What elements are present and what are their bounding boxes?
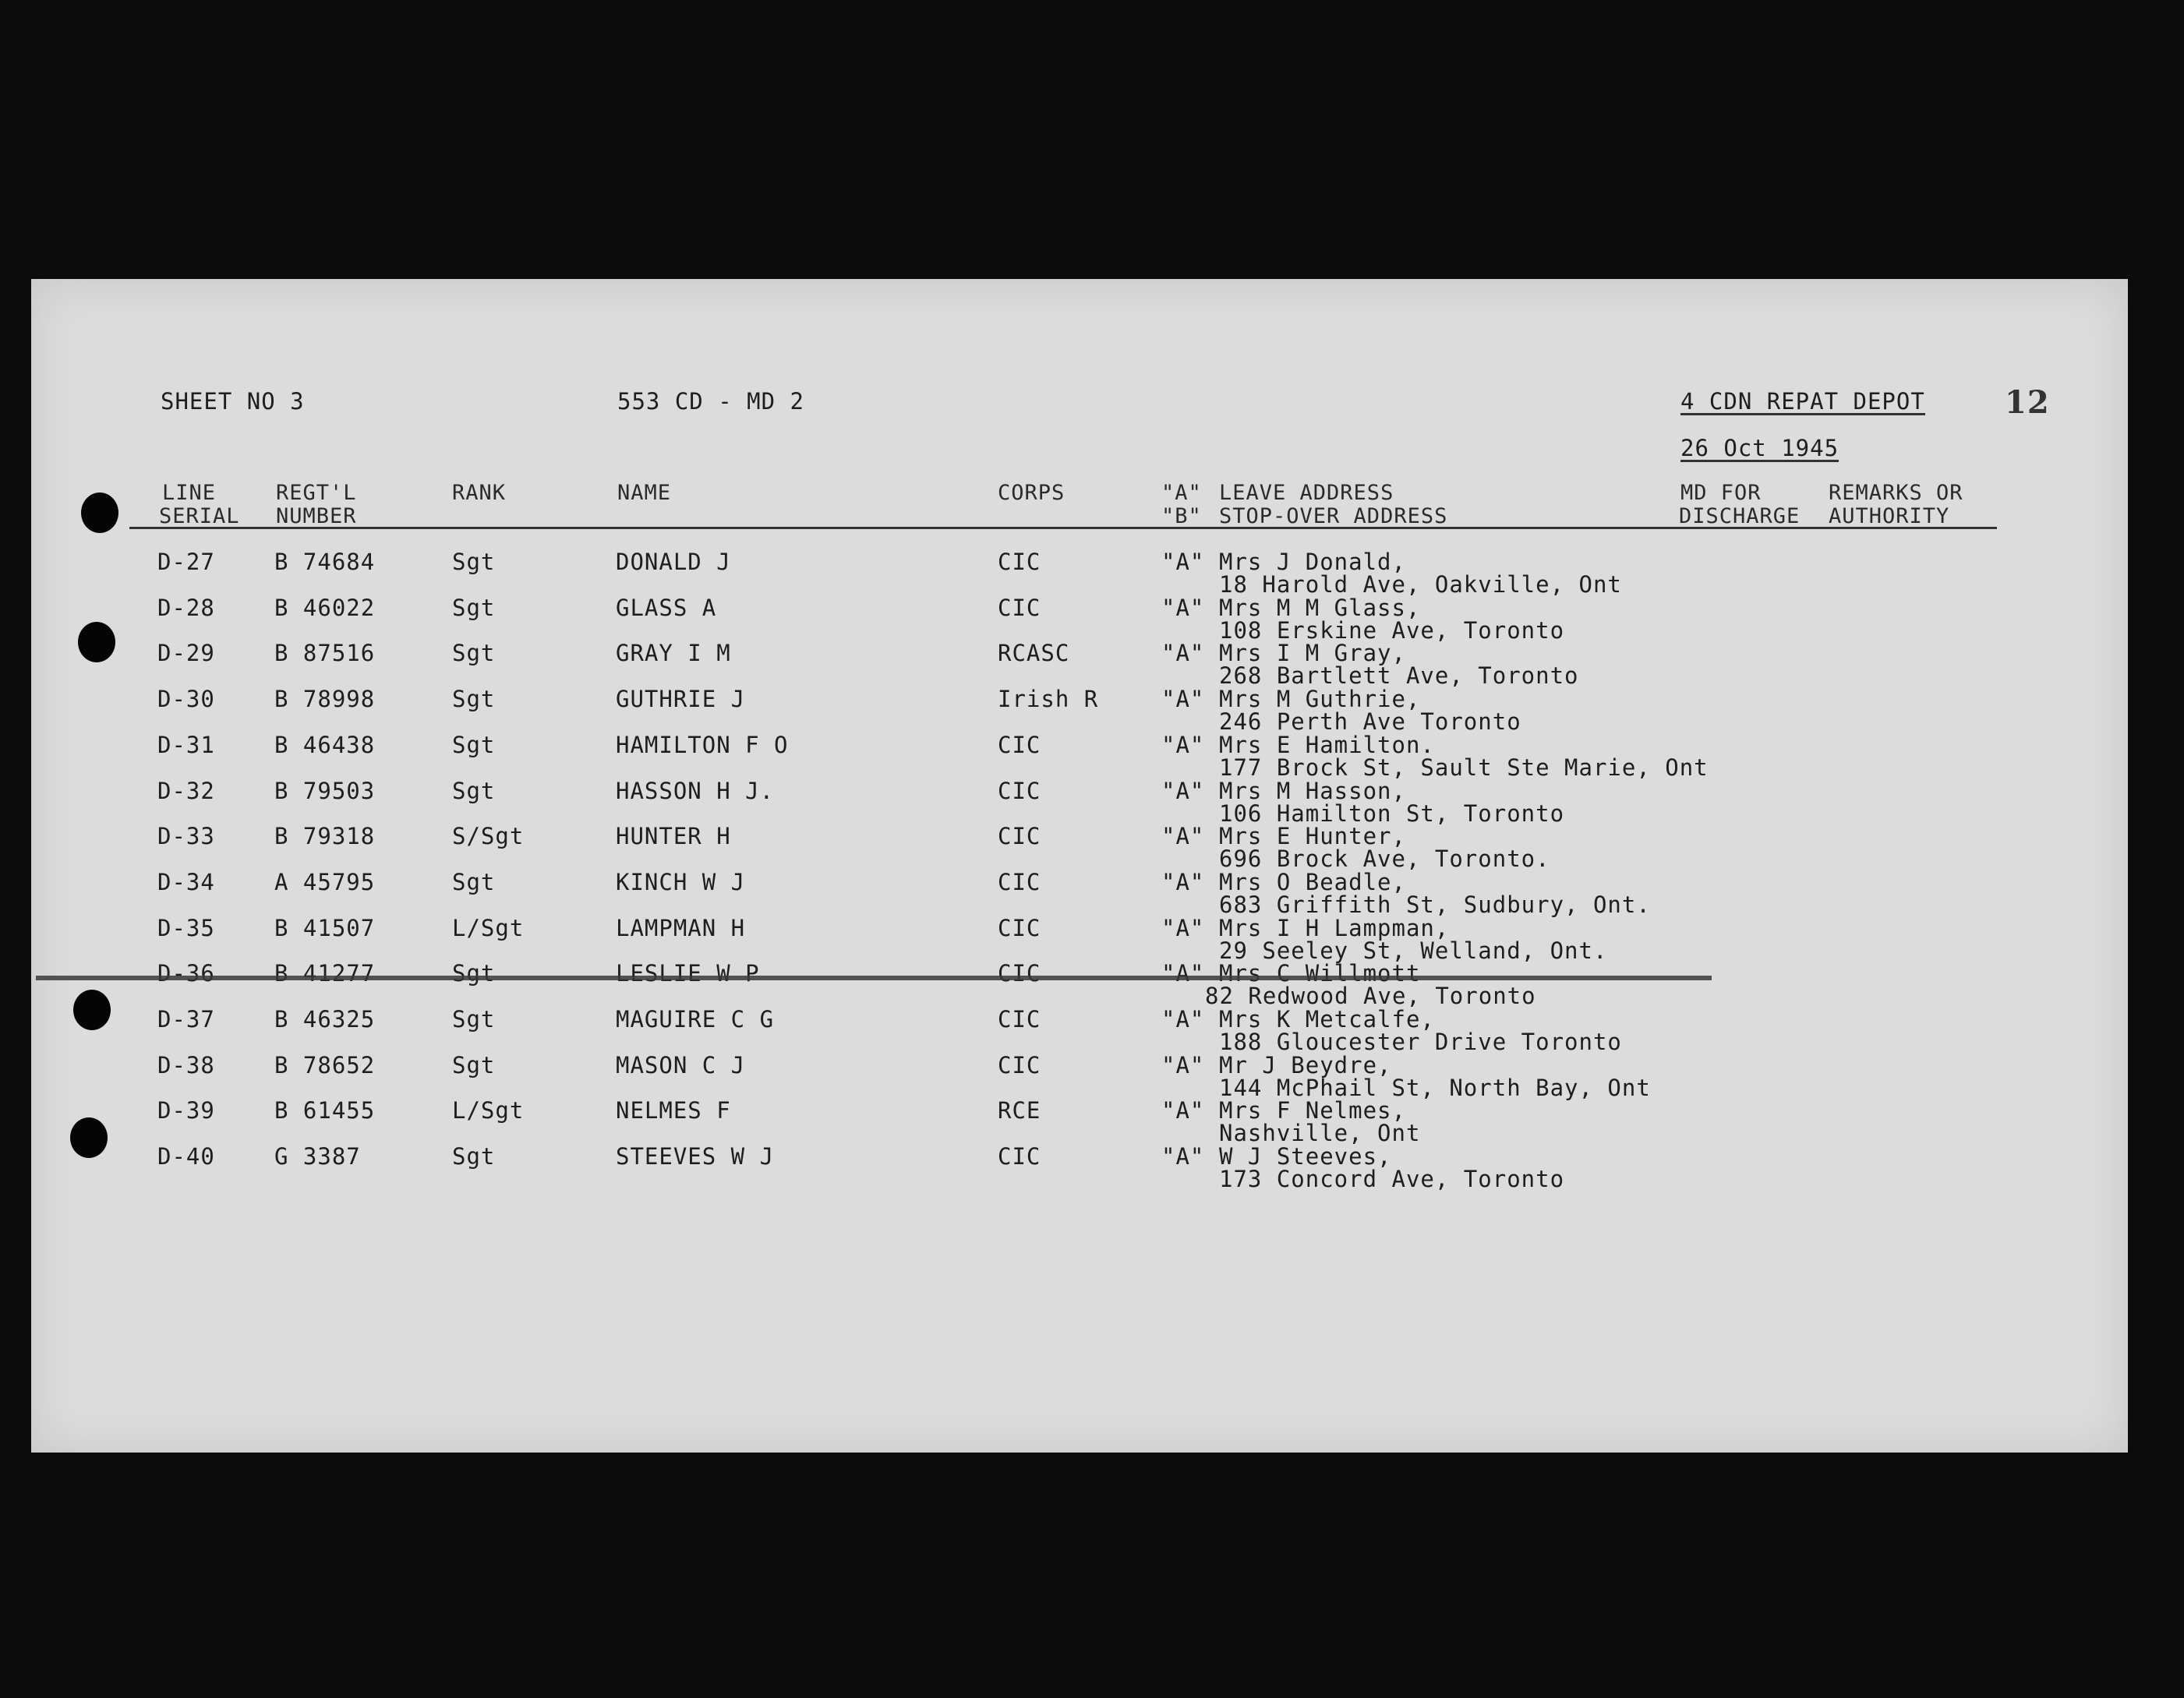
cell-number: B 74684 [274, 549, 376, 575]
cell-serial: D-34 [157, 869, 215, 895]
document-date: 26 Oct 1945 [1680, 435, 1839, 461]
cell-rank: Sgt [452, 640, 496, 666]
cell-name: GRAY I M [616, 640, 731, 666]
cell-number: B 79318 [274, 823, 376, 849]
col-discharge: DISCHARGE [1679, 504, 1801, 528]
cell-addr1: Mrs E Hamilton. [1219, 732, 1435, 758]
cell-addr2: 188 Gloucester Drive Toronto [1219, 1029, 1622, 1055]
cell-addr1: W J Steeves, [1219, 1143, 1392, 1170]
cell-addr2: 108 Erskine Ave, Toronto [1219, 617, 1565, 644]
cell-number: B 41507 [274, 915, 376, 941]
cell-serial: D-36 [157, 960, 215, 987]
cell-corps: CIC [998, 823, 1041, 849]
cell-rank: L/Sgt [452, 915, 525, 941]
cell-code: "A" [1161, 732, 1205, 758]
cell-rank: Sgt [452, 1143, 496, 1170]
cell-name: DONALD J [616, 549, 731, 575]
cell-corps: CIC [998, 869, 1041, 895]
cell-addr1: Mrs I H Lampman, [1219, 915, 1450, 941]
strike-through-line [36, 976, 1712, 980]
col-corps: CORPS [998, 481, 1065, 505]
cell-code: "A" [1161, 1097, 1205, 1124]
cell-name: MAGUIRE C G [616, 1006, 775, 1033]
cell-addr2: 246 Perth Ave Toronto [1219, 708, 1521, 735]
cell-number: G 3387 [274, 1143, 361, 1170]
cell-number: B 78998 [274, 686, 376, 712]
cell-rank: Sgt [452, 869, 496, 895]
cell-serial: D-28 [157, 595, 215, 621]
punch-hole [73, 990, 111, 1030]
cell-addr1: Mrs M M Glass, [1219, 595, 1421, 621]
col-stopover-address: STOP-OVER ADDRESS [1219, 504, 1448, 528]
cell-addr2: 29 Seeley St, Welland, Ont. [1219, 937, 1608, 964]
header-rule [129, 527, 1997, 529]
cell-rank: L/Sgt [452, 1097, 525, 1124]
cell-name: KINCH W J [616, 869, 746, 895]
cell-rank: Sgt [452, 549, 496, 575]
cell-serial: D-32 [157, 778, 215, 804]
cell-code: "A" [1161, 640, 1205, 666]
cell-rank: Sgt [452, 1006, 496, 1033]
cell-serial: D-29 [157, 640, 215, 666]
cell-serial: D-27 [157, 549, 215, 575]
cell-name: GUTHRIE J [616, 686, 746, 712]
cell-addr1: Mrs C Willmott [1219, 960, 1421, 987]
cell-number: B 46022 [274, 595, 376, 621]
cell-serial: D-35 [157, 915, 215, 941]
cell-rank: Sgt [452, 1052, 496, 1078]
cell-number: A 45795 [274, 869, 376, 895]
cell-rank: Sgt [452, 595, 496, 621]
cell-number: B 46438 [274, 732, 376, 758]
depot-label: 4 CDN REPAT DEPOT [1680, 388, 1925, 415]
cell-addr2: 106 Hamilton St, Toronto [1219, 800, 1565, 827]
cell-corps: CIC [998, 1006, 1041, 1033]
col-number: NUMBER [276, 504, 357, 528]
cell-name: MASON C J [616, 1052, 746, 1078]
col-rank: RANK [452, 481, 507, 505]
cell-serial: D-40 [157, 1143, 215, 1170]
col-code-a: "A" [1161, 481, 1202, 505]
cell-addr2: 683 Griffith St, Sudbury, Ont. [1219, 891, 1651, 918]
cell-serial: D-31 [157, 732, 215, 758]
cell-rank: Sgt [452, 732, 496, 758]
cell-addr1: Mrs E Hunter, [1219, 823, 1406, 849]
page-number: 12 [2005, 384, 2050, 421]
cell-addr2: 173 Concord Ave, Toronto [1219, 1166, 1565, 1192]
col-line: LINE [162, 481, 217, 505]
cell-addr1: Mrs M Guthrie, [1219, 686, 1421, 712]
cell-name: HAMILTON F O [616, 732, 789, 758]
cell-corps: CIC [998, 549, 1041, 575]
cell-rank: Sgt [452, 778, 496, 804]
col-regtl: REGT'L [276, 481, 357, 505]
cell-corps: RCE [998, 1097, 1041, 1124]
cell-addr1: Mrs J Donald, [1219, 549, 1406, 575]
cell-serial: D-39 [157, 1097, 215, 1124]
cell-code: "A" [1161, 1052, 1205, 1078]
cell-name: STEEVES W J [616, 1143, 775, 1170]
cell-serial: D-38 [157, 1052, 215, 1078]
punch-hole [81, 492, 118, 533]
cell-name: NELMES F [616, 1097, 731, 1124]
cell-rank: Sgt [452, 686, 496, 712]
cell-serial: D-33 [157, 823, 215, 849]
cell-name: LESLIE W P [616, 960, 760, 987]
cell-number: B 46325 [274, 1006, 376, 1033]
cell-corps: CIC [998, 915, 1041, 941]
unit-label: 553 CD - MD 2 [617, 388, 804, 415]
cell-name: HASSON H J. [616, 778, 775, 804]
cell-name: HUNTER H [616, 823, 731, 849]
col-md-for: MD FOR [1680, 481, 1762, 505]
cell-code: "A" [1161, 869, 1205, 895]
punch-hole [70, 1117, 108, 1158]
cell-addr2: 268 Bartlett Ave, Toronto [1219, 662, 1579, 689]
col-remarks: REMARKS OR [1829, 481, 1963, 505]
cell-code: "A" [1161, 1143, 1205, 1170]
cell-name: LAMPMAN H [616, 915, 746, 941]
cell-code: "A" [1161, 549, 1205, 575]
cell-number: B 79503 [274, 778, 376, 804]
cell-code: "A" [1161, 686, 1205, 712]
cell-addr2: 82 Redwood Ave, Toronto [1205, 983, 1536, 1009]
cell-serial: D-30 [157, 686, 215, 712]
cell-addr1: Mr J Beydre, [1219, 1052, 1392, 1078]
cell-addr2: 144 McPhail St, North Bay, Ont [1219, 1075, 1651, 1101]
cell-corps: CIC [998, 960, 1041, 987]
sheet-number: SHEET NO 3 [161, 388, 305, 415]
cell-code: "A" [1161, 595, 1205, 621]
cell-addr2: 18 Harold Ave, Oakville, Ont [1219, 571, 1622, 598]
cell-number: B 61455 [274, 1097, 376, 1124]
col-authority: AUTHORITY [1829, 504, 1950, 528]
cell-addr1: Mrs K Metcalfe, [1219, 1006, 1435, 1033]
cell-rank: S/Sgt [452, 823, 525, 849]
cell-number: B 87516 [274, 640, 376, 666]
cell-addr2: 696 Brock Ave, Toronto. [1219, 845, 1550, 872]
cell-addr1: Mrs I M Gray, [1219, 640, 1406, 666]
cell-code: "A" [1161, 778, 1205, 804]
cell-addr2: 177 Brock St, Sault Ste Marie, Ont [1219, 754, 1709, 781]
cell-serial: D-37 [157, 1006, 215, 1033]
cell-corps: CIC [998, 732, 1041, 758]
cell-addr1: Mrs M Hasson, [1219, 778, 1406, 804]
cell-corps: CIC [998, 1052, 1041, 1078]
cell-code: "A" [1161, 823, 1205, 849]
cell-corps: CIC [998, 1143, 1041, 1170]
cell-rank: Sgt [452, 960, 496, 987]
cell-corps: Irish R [998, 686, 1099, 712]
cell-number: B 41277 [274, 960, 376, 987]
col-name: NAME [617, 481, 672, 505]
cell-addr2: Nashville, Ont [1219, 1120, 1421, 1146]
col-code-b: "B" [1161, 504, 1202, 528]
col-serial: SERIAL [159, 504, 240, 528]
cell-number: B 78652 [274, 1052, 376, 1078]
punch-hole [78, 622, 115, 662]
cell-corps: CIC [998, 595, 1041, 621]
cell-addr1: Mrs O Beadle, [1219, 869, 1406, 895]
cell-addr1: Mrs F Nelmes, [1219, 1097, 1406, 1124]
cell-name: GLASS A [616, 595, 717, 621]
cell-code: "A" [1161, 1006, 1205, 1033]
cell-code: "A" [1161, 960, 1205, 987]
cell-corps: CIC [998, 778, 1041, 804]
cell-corps: RCASC [998, 640, 1070, 666]
col-leave-address: LEAVE ADDRESS [1219, 481, 1394, 505]
cell-code: "A" [1161, 915, 1205, 941]
